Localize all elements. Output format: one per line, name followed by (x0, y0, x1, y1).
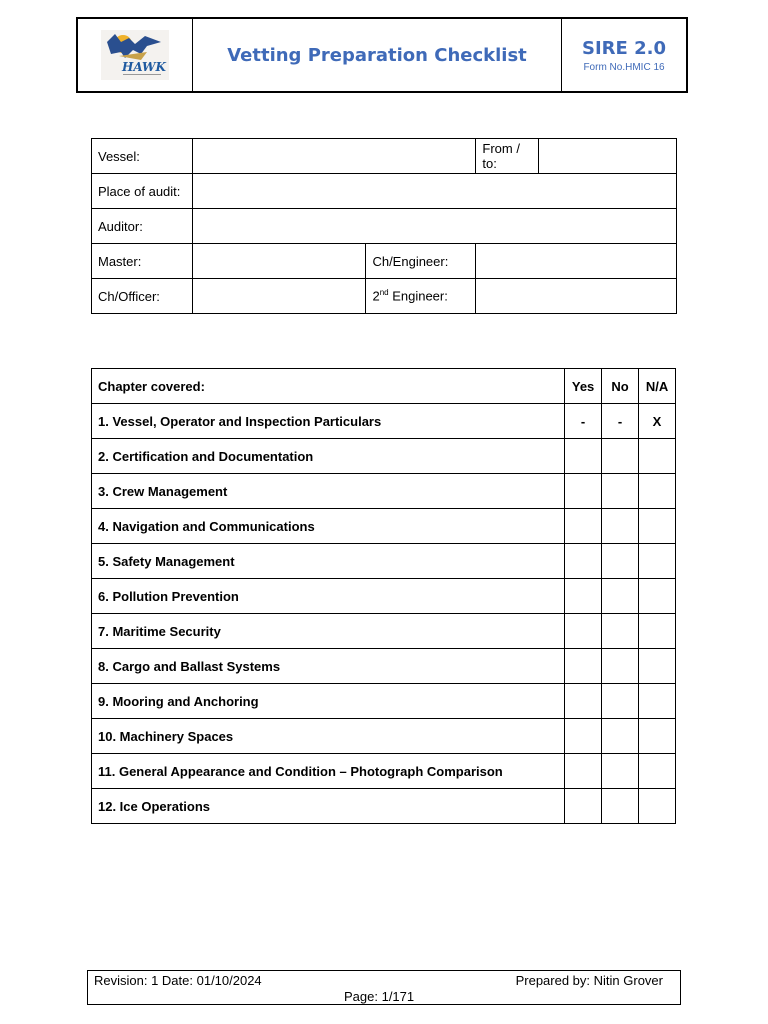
no-cell[interactable] (602, 509, 639, 544)
no-cell[interactable] (602, 789, 639, 824)
na-cell[interactable] (639, 719, 676, 754)
yes-cell[interactable] (565, 719, 602, 754)
na-cell[interactable] (639, 754, 676, 789)
yes-cell[interactable] (565, 789, 602, 824)
logo-cell (78, 19, 193, 91)
chapter-row (92, 684, 676, 719)
na-cell[interactable] (639, 789, 676, 824)
no-cell[interactable] (602, 754, 639, 789)
second-engineer-label (366, 279, 476, 314)
no-cell[interactable] (602, 614, 639, 649)
logo-text: HAWK (122, 60, 166, 74)
chapters-table (91, 368, 676, 824)
chapter-label: 6. Pollution Prevention (92, 579, 565, 614)
yes-cell[interactable] (565, 544, 602, 579)
chapter-label: 5. Safety Management (92, 544, 565, 579)
master-field[interactable] (192, 244, 366, 279)
chapter-row (92, 439, 676, 474)
second-engineer-suffix: nd (379, 288, 389, 298)
yes-cell[interactable] (565, 579, 602, 614)
ch-officer-field[interactable] (192, 279, 366, 314)
no-cell[interactable] (602, 719, 639, 754)
second-engineer-field[interactable] (476, 279, 677, 314)
no-cell[interactable]: - (602, 404, 639, 439)
second-engineer-number: 2 (372, 288, 380, 304)
ch-engineer-field[interactable] (476, 244, 677, 279)
na-cell[interactable] (639, 649, 676, 684)
chapter-row (92, 544, 676, 579)
hawk-logo (101, 30, 169, 80)
yes-cell[interactable]: - (565, 404, 602, 439)
chapter-row (92, 579, 676, 614)
no-cell[interactable] (602, 579, 639, 614)
chapter-label: 9. Mooring and Anchoring (92, 684, 565, 719)
chapter-row (92, 509, 676, 544)
na-cell[interactable] (639, 579, 676, 614)
info-row-master (92, 244, 677, 279)
second-engineer-text: Engineer: (388, 288, 448, 304)
chapter-row (92, 789, 676, 824)
info-row-place (92, 174, 677, 209)
chapter-covered-header: Chapter covered: (92, 369, 565, 404)
na-cell[interactable]: X (639, 404, 676, 439)
vessel-label: Vessel: (92, 139, 193, 174)
vessel-field[interactable] (192, 139, 475, 174)
na-cell[interactable] (639, 614, 676, 649)
na-cell[interactable] (639, 684, 676, 719)
yes-cell[interactable] (565, 684, 602, 719)
chapter-row (92, 754, 676, 789)
chapter-label: 1. Vessel, Operator and Inspection Particulars (92, 404, 565, 439)
audit-info-table (91, 138, 677, 314)
place-of-audit-label: Place of audit: (92, 174, 193, 209)
from-to-label: From / to: (476, 139, 539, 174)
from-to-field[interactable] (539, 139, 677, 174)
place-of-audit-field[interactable] (192, 174, 676, 209)
document-footer (87, 970, 681, 1005)
yes-cell[interactable] (565, 474, 602, 509)
no-cell[interactable] (602, 544, 639, 579)
info-row-auditor (92, 209, 677, 244)
info-row-vessel (92, 139, 677, 174)
na-cell[interactable] (639, 474, 676, 509)
document-title: Vetting Preparation Checklist (227, 44, 527, 66)
na-cell[interactable] (639, 439, 676, 474)
logo-tagline (123, 74, 161, 75)
chapter-label: 4. Navigation and Communications (92, 509, 565, 544)
title-cell (193, 19, 562, 91)
na-cell[interactable] (639, 509, 676, 544)
chapter-label: 12. Ice Operations (92, 789, 565, 824)
chapter-label: 10. Machinery Spaces (92, 719, 565, 754)
chapter-label: 7. Maritime Security (92, 614, 565, 649)
auditor-label: Auditor: (92, 209, 193, 244)
no-column-header: No (602, 369, 639, 404)
no-cell[interactable] (602, 474, 639, 509)
yes-cell[interactable] (565, 754, 602, 789)
no-cell[interactable] (602, 684, 639, 719)
yes-cell[interactable] (565, 509, 602, 544)
ch-officer-label: Ch/Officer: (92, 279, 193, 314)
yes-cell[interactable] (565, 649, 602, 684)
revision-date: Revision: 1 Date: 01/10/2024 (94, 973, 262, 988)
no-cell[interactable] (602, 439, 639, 474)
form-number: Form No.HMIC 16 (583, 61, 665, 73)
chapter-label: 2. Certification and Documentation (92, 439, 565, 474)
chapters-header-row (92, 369, 676, 404)
document-header (76, 17, 688, 93)
prepared-by: Prepared by: Nitin Grover (515, 973, 663, 988)
chapter-row (92, 404, 676, 439)
yes-cell[interactable] (565, 439, 602, 474)
chapter-label: 3. Crew Management (92, 474, 565, 509)
sire-title: SIRE 2.0 (582, 37, 666, 59)
chapter-row (92, 719, 676, 754)
chapter-label: 8. Cargo and Ballast Systems (92, 649, 565, 684)
yes-cell[interactable] (565, 614, 602, 649)
yes-column-header: Yes (565, 369, 602, 404)
info-row-officer (92, 279, 677, 314)
chapter-row (92, 474, 676, 509)
master-label: Master: (92, 244, 193, 279)
auditor-field[interactable] (192, 209, 676, 244)
chapter-label: 11. General Appearance and Condition – Photograph Comparison (92, 754, 565, 789)
page-number: Page: 1/171 (344, 989, 415, 1004)
na-cell[interactable] (639, 544, 676, 579)
chapter-row (92, 614, 676, 649)
sire-cell (562, 19, 686, 91)
chapter-row (92, 649, 676, 684)
no-cell[interactable] (602, 649, 639, 684)
na-column-header: N/A (639, 369, 676, 404)
ch-engineer-label: Ch/Engineer: (366, 244, 476, 279)
